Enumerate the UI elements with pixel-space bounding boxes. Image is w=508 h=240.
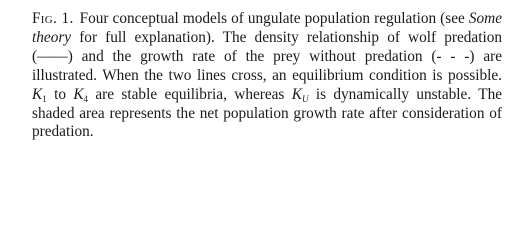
figure-label: Fig. 1. — [32, 10, 74, 27]
k-unstable-symbol: $K_U$ — [291, 85, 309, 104]
solid-line-legend: —— — [37, 47, 68, 65]
caption-text-4: ) are illustrated. When the two lines cross, an equilibrium condition is possible. — [32, 47, 502, 84]
k-first-symbol: $K_1$ — [32, 85, 47, 104]
caption-text-1: Four conceptual models of ungulate population regulation (see — [79, 10, 469, 27]
k-last-symbol: $K_4$ — [73, 85, 89, 104]
figure-caption — [32, 10, 502, 142]
section-reference: Some theory — [32, 10, 502, 46]
caption-text-7: is dynamically unstable. The shaded area represents the net population growth rate after consideration of predation. — [32, 85, 503, 141]
caption-text-2: for full explanation). The density relationship of wolf predation ( — [32, 28, 502, 65]
caption-text-5: to — [46, 85, 74, 103]
caption-text-3: ) and the growth rate of the prey without predation ( — [67, 47, 437, 65]
caption-text-6: are stable equilibria, whereas — [88, 85, 292, 103]
caption-paragraph — [32, 10, 502, 142]
dashed-line-legend: - - - — [436, 47, 470, 65]
